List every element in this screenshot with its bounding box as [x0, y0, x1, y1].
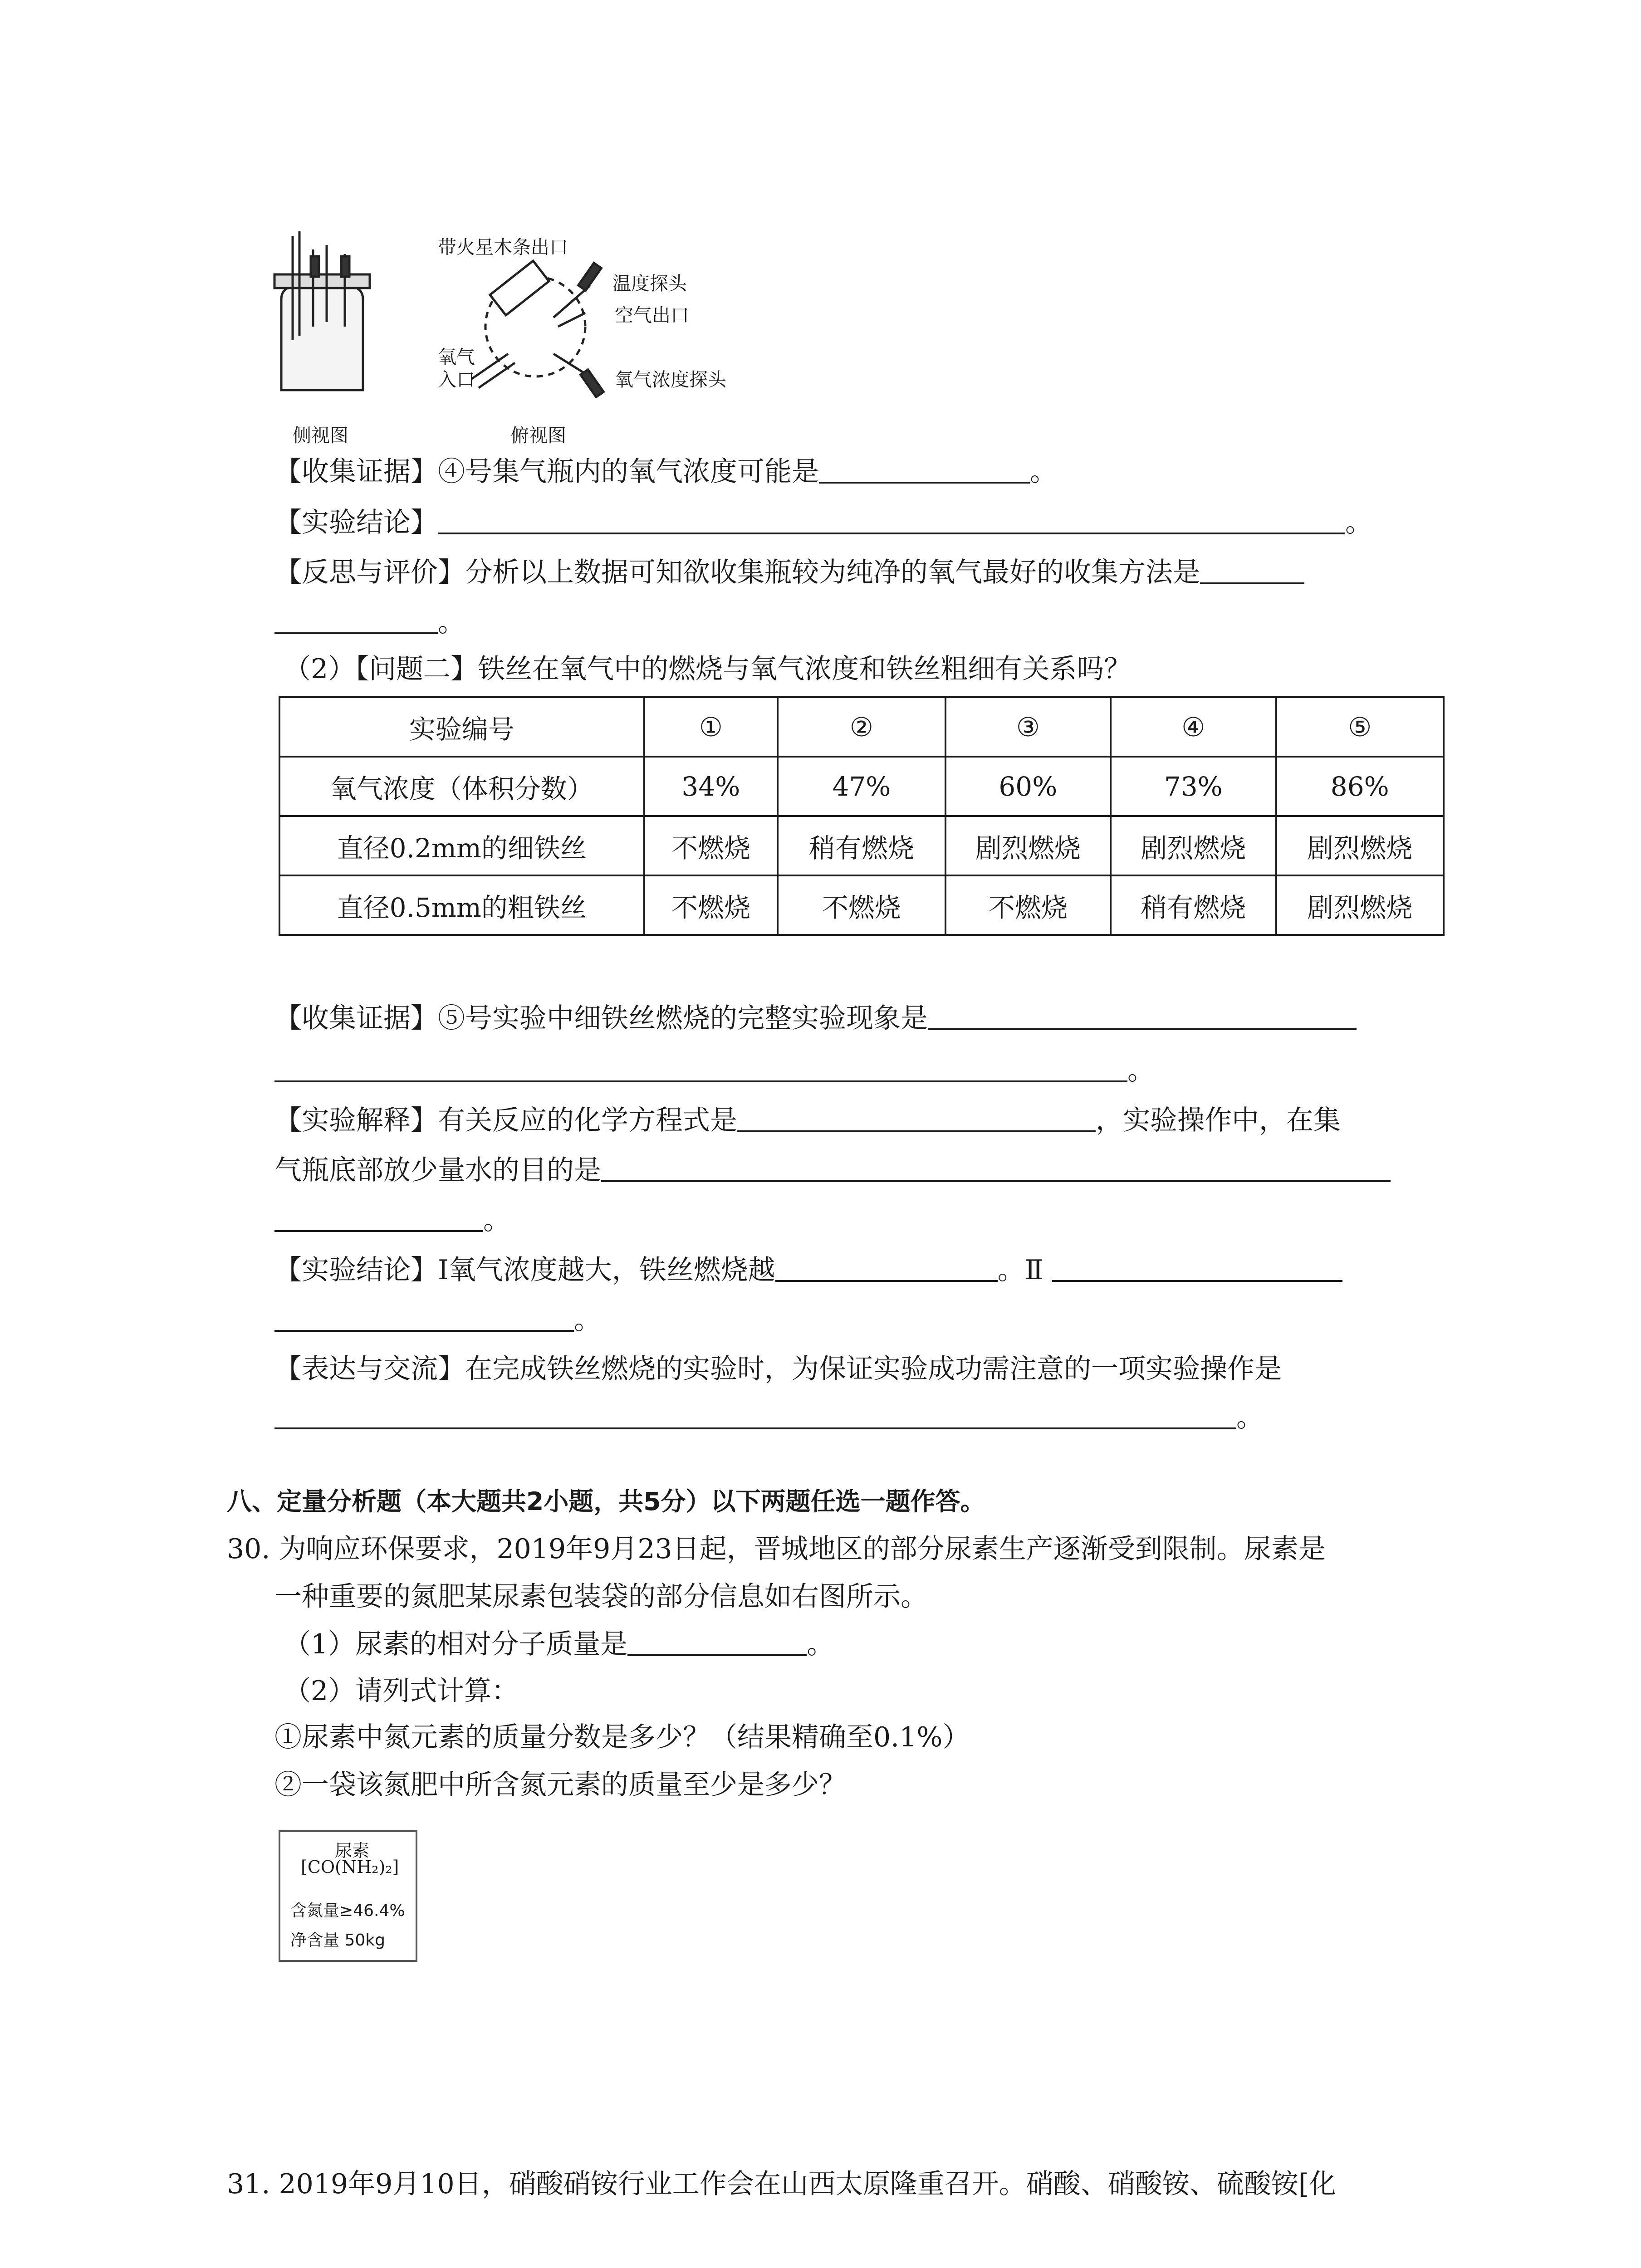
table-cell: 实验编号: [279, 697, 644, 757]
q31-line-1: 31. 2019年9月10日，硝酸硝铵行业工作会在山西太原隆重召开。硝酸、硝酸铵、硫酸铵[化: [227, 2168, 1337, 2200]
table-cell: 86%: [1276, 757, 1444, 816]
table-cell: 不燃烧: [644, 816, 778, 875]
side-view-bottle: [274, 231, 370, 390]
table-cell: 73%: [1111, 757, 1276, 816]
answer-blank[interactable]: [438, 506, 1345, 534]
answer-blank[interactable]: [737, 1104, 1096, 1132]
iron-wire-table: [279, 696, 1445, 936]
q2-evidence-line-2: [274, 1052, 1155, 1089]
answer-blank[interactable]: [274, 1054, 1127, 1082]
caption-top-view: 俯视图: [510, 425, 566, 446]
table-cell: 不燃烧: [644, 875, 778, 935]
table-header-row: [279, 697, 1444, 757]
answer-blank[interactable]: [928, 1002, 1357, 1030]
q2-exchange-line: [274, 1351, 1282, 1387]
label-temp-probe: 温度探头: [612, 273, 687, 294]
table-row: [279, 757, 1444, 816]
q2-exchange-line-2: [274, 1399, 1264, 1436]
q30-sub2: （2）请列式计算：: [284, 1675, 519, 1707]
table-cell: ④: [1111, 697, 1276, 757]
q1-reflection-line-2: [274, 604, 465, 640]
q2-explain-text-1: 【实验解释】有关反应的化学方程式是: [274, 1105, 737, 1136]
table-cell: 剧烈燃烧: [1276, 875, 1444, 935]
caption-side-view: 侧视图: [293, 425, 348, 446]
q30-sub1-end: 。: [807, 1628, 834, 1660]
q2-exchange-end: 。: [1236, 1402, 1264, 1433]
answer-blank[interactable]: [601, 1154, 1391, 1182]
q1-evidence-text: 【收集证据】④号集气瓶内的氧气浓度可能是: [274, 456, 819, 488]
q2-conclusion-end: 。: [574, 1304, 601, 1336]
answer-blank[interactable]: [819, 455, 1030, 484]
q2-conclusion-text-1: 【实验结论】Ⅰ氧气浓度越大，铁丝燃烧越: [274, 1254, 775, 1286]
q2-evidence-text: 【收集证据】⑤号实验中细铁丝燃烧的完整实验现象是: [274, 1002, 928, 1034]
q2-evidence-line: [274, 1000, 1357, 1036]
label-oxygen-probe: 氧气浓度探头: [615, 369, 726, 391]
q2-explain-line: [274, 1102, 1341, 1139]
q2-conclusion-text-2: 。Ⅱ: [997, 1254, 1043, 1286]
table-cell: 直径0.2mm的细铁丝: [279, 816, 644, 875]
q2-explain-text-3: 气瓶底部放少量水的目的是: [274, 1154, 601, 1186]
urea-net-content: 净含量 50kg: [290, 1931, 385, 1950]
q30-sub1-line: [284, 1626, 834, 1662]
table-cell: 直径0.5mm的粗铁丝: [279, 875, 644, 935]
table-cell: 氧气浓度（体积分数）: [279, 757, 644, 816]
q30-calc1: ①尿素中氮元素的质量分数是多少？（结果精确至0.1%）: [274, 1721, 970, 1753]
table-cell: ③: [945, 697, 1111, 757]
table-cell: ①: [644, 697, 778, 757]
label-oxygen-inlet-1: 氧气: [438, 346, 475, 368]
q2-conclusion-line: [274, 1252, 1342, 1288]
q2-explain-end: 。: [483, 1204, 510, 1236]
table-row: [279, 816, 1444, 875]
answer-blank[interactable]: [627, 1628, 807, 1656]
q2-title: （2）【问题二】铁丝在氧气中的燃烧与氧气浓度和铁丝粗细有关系吗？: [284, 653, 1132, 685]
q2-evidence-end: 。: [1127, 1055, 1155, 1086]
table-cell: 47%: [778, 757, 945, 816]
urea-nitrogen-content: 含氮量≥46.4%: [290, 1901, 405, 1920]
table-cell: 剧烈燃烧: [945, 816, 1111, 875]
q2-exchange-text: 【表达与交流】在完成铁丝燃烧的实验时，为保证实验成功需注意的一项实验操作是: [274, 1353, 1282, 1385]
table-cell: 34%: [644, 757, 778, 816]
label-oxygen-inlet-2: 入口: [438, 369, 475, 391]
table-cell: 稍有燃烧: [778, 816, 945, 875]
answer-blank[interactable]: [274, 1304, 574, 1332]
section-8-heading: 八、定量分析题（本大题共2小题，共5分）以下两题任选一题作答。: [227, 1487, 985, 1516]
urea-package-label: [279, 1830, 417, 1962]
answer-blank[interactable]: [775, 1254, 998, 1282]
table-cell: 剧烈燃烧: [1276, 816, 1444, 875]
q30-line-1: 30. 为响应环保要求，2019年9月23日起，晋城地区的部分尿素生产逐渐受到限制。尿素是: [227, 1533, 1326, 1565]
q1-reflection-end: 。: [438, 606, 465, 638]
q2-explain-line-3: [274, 1202, 510, 1238]
table-row: [279, 875, 1444, 935]
q30-line-2: 一种重要的氮肥某尿素包装袋的部分信息如右图所示。: [274, 1581, 928, 1613]
table-cell: 剧烈燃烧: [1111, 816, 1276, 875]
table-cell: 60%: [945, 757, 1111, 816]
q30-calc2: ②一袋该氮肥中所含氮元素的质量至少是多少？: [274, 1769, 846, 1801]
answer-blank[interactable]: [274, 1204, 483, 1232]
q1-conclusion-text: 【实验结论】: [274, 507, 438, 538]
q1-reflection-line: [274, 554, 1304, 591]
label-spark-outlet: 带火星木条出口: [438, 236, 568, 258]
table-cell: ②: [778, 697, 945, 757]
table-cell: 稍有燃烧: [1111, 875, 1276, 935]
q2-explain-line-2: [274, 1152, 1391, 1188]
answer-blank[interactable]: [1052, 1254, 1342, 1282]
q2-conclusion-line-2: [274, 1302, 601, 1338]
q1-evidence-end: 。: [1030, 456, 1057, 488]
q30-sub1-text: （1）尿素的相对分子质量是: [284, 1628, 628, 1660]
answer-blank[interactable]: [274, 1401, 1236, 1429]
label-air-outlet: 空气出口: [615, 304, 689, 326]
q1-conclusion-end: 。: [1345, 507, 1372, 538]
answer-blank[interactable]: [274, 606, 438, 634]
q1-reflection-text: 【反思与评价】分析以上数据可知欲收集瓶较为纯净的氧气最好的收集方法是: [274, 557, 1200, 588]
table-cell: ⑤: [1276, 697, 1444, 757]
table-cell: 不燃烧: [945, 875, 1111, 935]
top-view-diagram: [472, 261, 603, 397]
q1-evidence-line: [274, 454, 1057, 490]
answer-blank[interactable]: [1200, 556, 1304, 584]
urea-formula: [CO(NH₂)₂]: [301, 1857, 399, 1877]
q2-explain-text-2: ，实验操作中，在集: [1096, 1105, 1341, 1136]
urea-name: 尿素: [335, 1841, 370, 1861]
q1-conclusion-line: [274, 504, 1372, 541]
table-cell: 不燃烧: [778, 875, 945, 935]
